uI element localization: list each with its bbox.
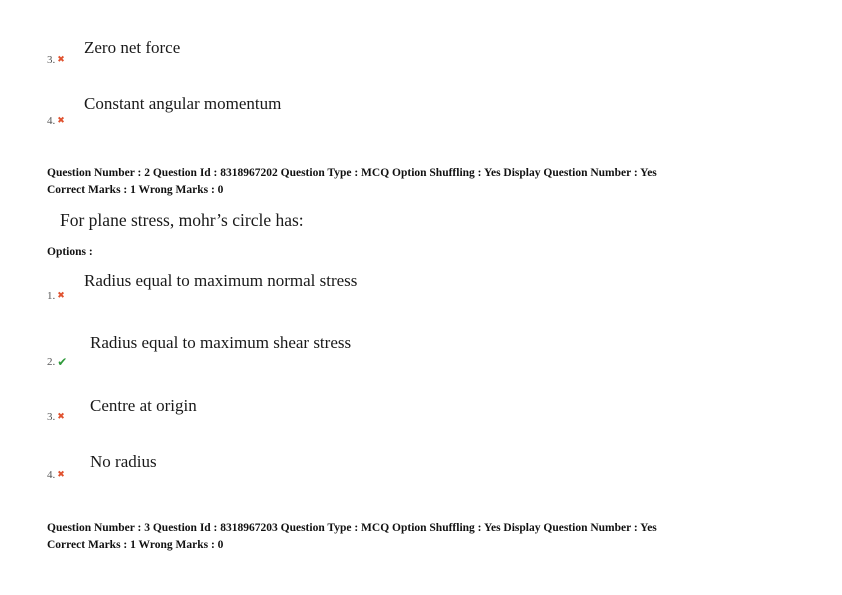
option-text: No radius bbox=[90, 452, 157, 471]
question-marks: Correct Marks : 1 Wrong Marks : 0 bbox=[47, 539, 224, 551]
option-number: 4. ✖ bbox=[47, 469, 65, 481]
option-text: Centre at origin bbox=[90, 396, 197, 415]
question-meta: Question Number : 3 Question Id : 8318967203 Question Type : MCQ Option Shuffling : Yes Display Question Number : Yes bbox=[47, 522, 657, 534]
option-number: 3. ✖ bbox=[47, 54, 65, 66]
option-number: 2. ✔ bbox=[47, 355, 68, 369]
question-text: For plane stress, mohr’s circle has: bbox=[60, 210, 304, 230]
cross-mark-icon: ✖ bbox=[57, 412, 65, 422]
cross-mark-icon: ✖ bbox=[57, 470, 65, 480]
option-text: Constant angular momentum bbox=[84, 94, 282, 113]
cross-mark-icon: ✖ bbox=[57, 291, 65, 301]
option-number: 1. ✖ bbox=[47, 290, 65, 302]
option-number: 4. ✖ bbox=[47, 115, 65, 127]
cross-mark-icon: ✖ bbox=[57, 55, 65, 65]
option-text: Radius equal to maximum normal stress bbox=[84, 271, 358, 290]
check-mark-icon: ✔ bbox=[57, 355, 68, 369]
question-marks: Correct Marks : 1 Wrong Marks : 0 bbox=[47, 184, 224, 196]
option-text: Zero net force bbox=[84, 38, 181, 57]
cross-mark-icon: ✖ bbox=[57, 116, 65, 126]
options-label: Options : bbox=[47, 246, 93, 258]
question-meta: Question Number : 2 Question Id : 8318967202 Question Type : MCQ Option Shuffling : Yes Display Question Number : Yes bbox=[47, 167, 657, 179]
option-number: 3. ✖ bbox=[47, 411, 65, 423]
option-text: Radius equal to maximum shear stress bbox=[90, 333, 352, 352]
